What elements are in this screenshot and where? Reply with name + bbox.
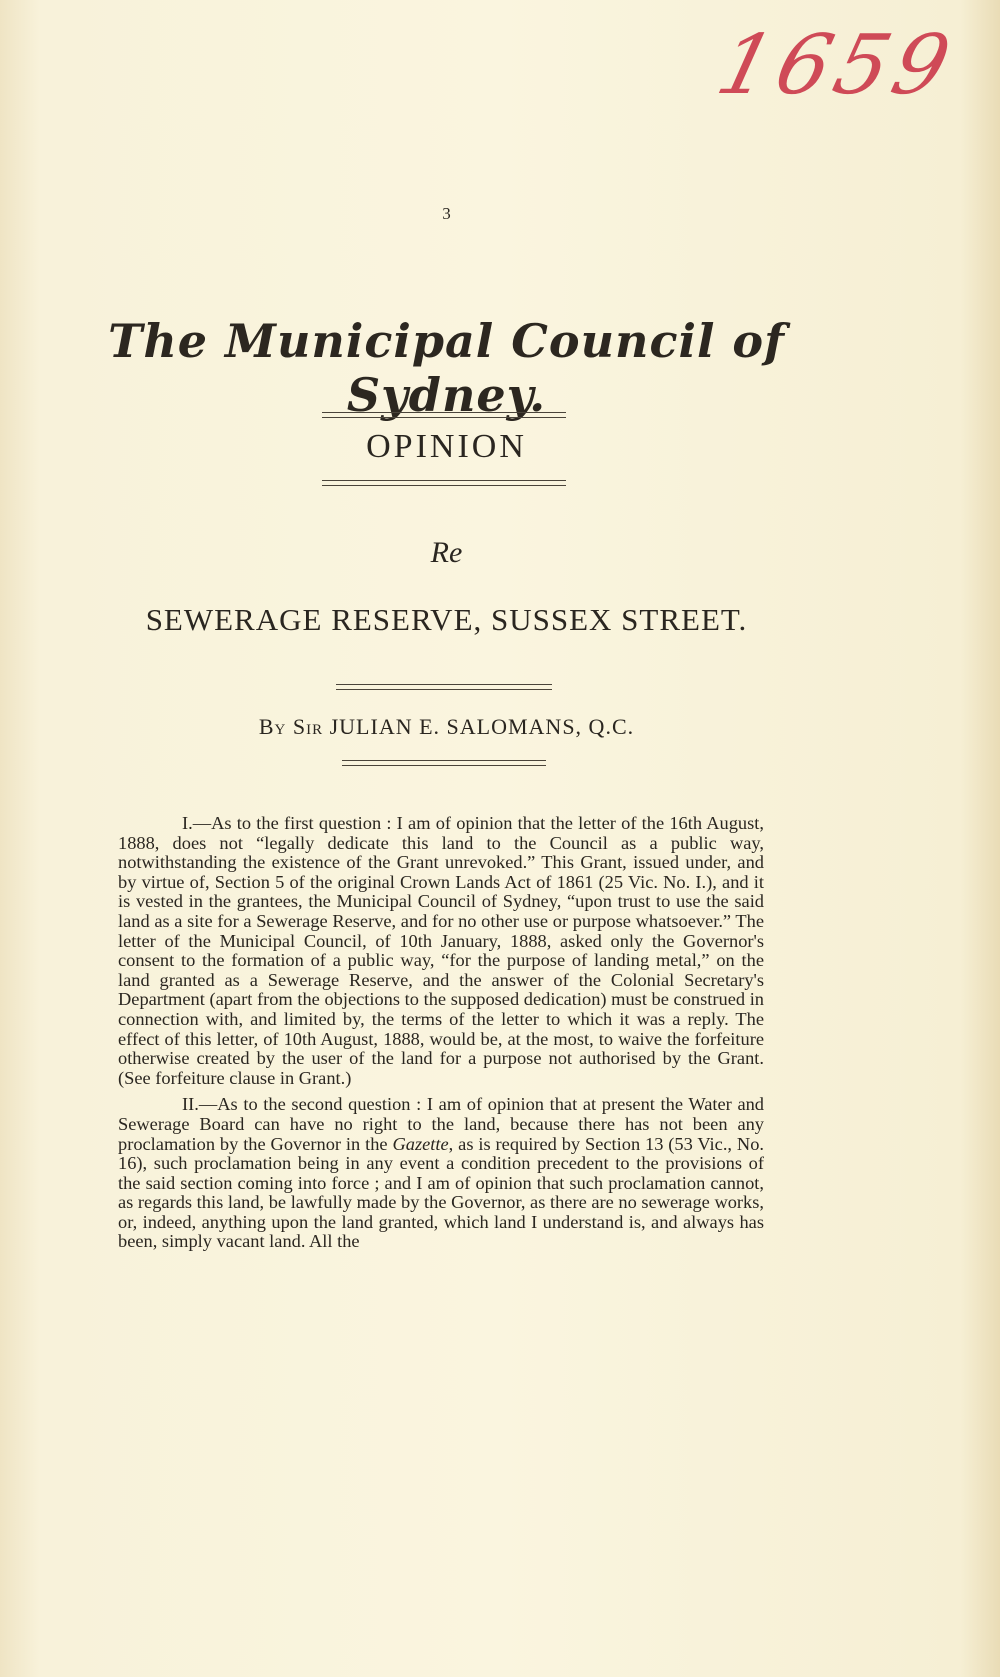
author-by-label: By Sir	[258, 714, 324, 739]
handwritten-reference-number: 1659	[708, 18, 965, 113]
paragraph-second-part-b: , as is required by Section 13 (53 Vic., No. 16), such proclamation being in any event a condition precedent to the provisions of the said section coming into force ; and I am of opinion that such proclamation cannot, as regards this land, be lawfully made by the Governor, as there are no sewerage works, or, indeed, anything upon the land granted, which land I understand is, and always has been, simply vacant land. All the	[118, 1133, 764, 1252]
author-rule	[342, 760, 546, 766]
title-rule-top	[322, 412, 566, 418]
subject-heading: SEWERAGE RESERVE, SUSSEX STREET.	[145, 602, 748, 637]
page-number: 3	[442, 204, 451, 223]
council-title: The Municipal Council of Sydney.	[108, 314, 785, 422]
author-name: JULIAN E. SALOMANS, Q.C.	[329, 714, 635, 739]
opinion-heading: OPINION	[366, 428, 527, 465]
title-rule-bottom	[322, 480, 566, 486]
subject-rule	[336, 684, 552, 690]
paragraph-second-part-a: II.—As to the second question : I am of opinion that at present the Water and Sewerage Board can have no right to the land, because there has not been any proclamation by the Governor in the	[118, 1094, 764, 1154]
paragraph-first-question: I.—As to the first question : I am of opinion that the letter of the 16th August, 1888, does not “legally dedicate this land to the Council as a public way, notwithstanding the existence of the Grant unrevoked.” This Grant, issued under, and by virtue of, Section 5 of the original Crown Lands Act of 1861 (25 Vic. No. I.), and it is vested in the grantees, the Municipal Council of Sydney, “upon trust to use the said land as a site for a Sewerage Reserve, and for no other use or purpose whatsoever.” The letter of the Municipal Council, of 10th January, 1888, asked only the Governor's consent to the formation of a public way, “for the purpose of landing metal,” on the land granted as a Sewerage Reserve, and the answer of the Colonial Secretary's Department (apart from the objections to the supposed dedication) must be construed in connection with, and limited by, the terms of the letter to which it was a reply. The effect of this letter, of 10th August, 1888, would be, at the most, to waive the forfeiture otherwise created by the user of the land for a purpose not authorised by the Grant. (See forfeiture clause in Grant.)	[118, 813, 764, 1088]
gazette-italic: Gazette	[392, 1133, 449, 1154]
opinion-body	[118, 814, 764, 1259]
re-label: Re	[430, 536, 463, 569]
paragraph-second-question	[118, 1095, 764, 1252]
author-line	[0, 714, 893, 740]
